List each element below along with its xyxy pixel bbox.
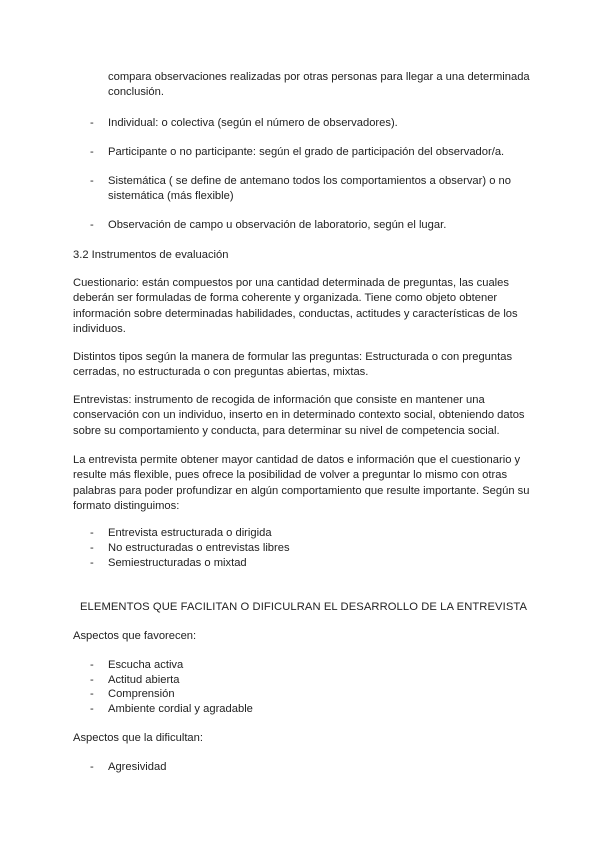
favor-item [90,687,540,702]
classification-item-text: Participante o no participante: según el grado de participación del observador/a. [108,146,505,158]
favor-item [90,673,540,688]
elements-heading: ELEMENTOS QUE FACILITAN O DIFICULRAN EL DESARROLLO DE LA ENTREVISTA [80,601,528,613]
classification-item [90,218,540,233]
bullet-dash: - [90,527,94,539]
favor-item [90,658,540,673]
classification-item [90,116,540,131]
favor-label: Aspectos que favorecen: [73,630,197,642]
format-item-text: Semiestructuradas o mixtad [108,557,247,569]
format-item-text: Entrevista estructurada o dirigida [108,527,272,539]
bullet-dash: - [90,117,94,129]
bullet-dash: - [90,674,94,686]
bullet-dash: - [90,146,94,158]
format-item-text: No estructuradas o entrevistas libres [108,542,290,554]
format-item [90,556,540,571]
intro-continuation: compara observaciones realizadas por otras personas para llegar a una determinada conclusión. [108,71,530,99]
bullet-dash: - [90,219,94,231]
favor-item-text: Escucha activa [108,659,184,671]
paragraph-tipos: Distintos tipos según la manera de formular las preguntas: Estructurada o con preguntas cerradas, no estructurada o con preguntas abiertas, mixtas. [73,351,513,379]
format-item [90,526,540,541]
classification-item-text: Individual: o colectiva (según el número de observadores). [108,117,398,129]
classification-item-text: Observación de campo u observación de laboratorio, según el lugar. [108,219,447,231]
classification-item-text: Sistemática ( se define de antemano todos los comportamientos a observar) o no sistemática (más flexible) [108,175,511,203]
paragraph-cuestionario: Cuestionario: están compuestos por una cantidad determinada de preguntas, las cuales deberán ser formuladas de forma coherente y organizada. Tiene como objeto obtener información sobre determinadas habilidades, conductas, actitudes y características de los individuos. [73,277,518,335]
hinder-item [90,760,540,775]
section-title: 3.2 Instrumentos de evaluación [73,249,229,261]
format-item [90,541,540,556]
favor-item [90,702,540,717]
bullet-dash: - [90,688,94,700]
bullet-dash: - [90,557,94,569]
paragraph-entrevistas: Entrevistas: instrumento de recogida de información que consiste en mantener una conservación con un individuo, inserto en in determinado contexto social, obteniendo datos sobre su comportamiento y conducta, para determinar su nivel de competencia social. [73,394,525,437]
hinder-item-text: Agresividad [108,761,167,773]
favor-item-text: Comprensión [108,688,175,700]
bullet-dash: - [90,175,94,187]
hinder-label: Aspectos que la dificultan: [73,732,203,744]
bullet-dash: - [90,761,94,773]
favor-item-text: Ambiente cordial y agradable [108,703,253,715]
classification-item [90,145,540,160]
bullet-dash: - [90,703,94,715]
paragraph-entrevista-flexible: La entrevista permite obtener mayor cantidad de datos e información que el cuestionario y resulte más flexible, pues ofrece la posibilidad de volver a preguntar lo mismo con otras palabras para poder profundizar en algún comportamiento que resulte importante. Según su formato distinguimos: [73,454,530,512]
bullet-dash: - [90,659,94,671]
favor-item-text: Actitud abierta [108,674,180,686]
bullet-dash: - [90,542,94,554]
classification-item [90,174,540,205]
